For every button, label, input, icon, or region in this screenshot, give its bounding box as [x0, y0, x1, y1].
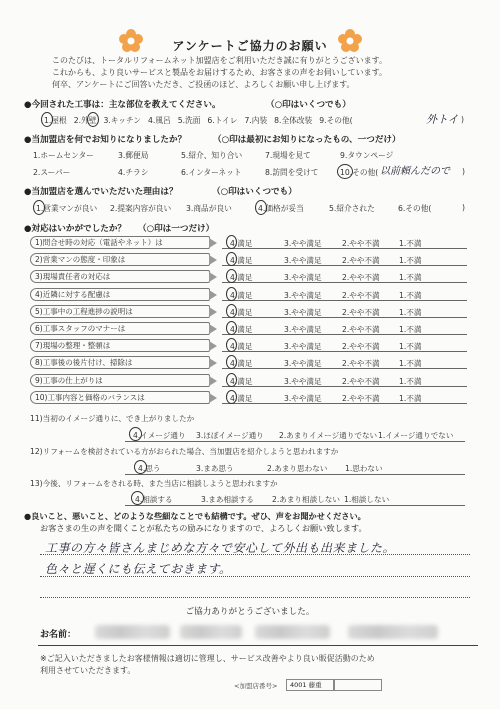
- scale-line: [222, 282, 467, 283]
- redacted-name: [95, 625, 170, 639]
- rating-option[interactable]: 2.やや不満: [342, 376, 380, 386]
- name-label: お名前：: [40, 630, 77, 640]
- q12-option[interactable]: 4.思う: [138, 464, 161, 473]
- rating-option[interactable]: 1.不満: [399, 290, 422, 300]
- page-title: アンケートご協力のお願い: [172, 39, 328, 53]
- selection-circle: [255, 200, 267, 215]
- q13-title: 13)今後、リフォームをされる時、また当店に相談しようと思われますか: [30, 479, 278, 488]
- rating-option[interactable]: 1.不満: [399, 256, 422, 266]
- q1-option[interactable]: 2.外壁: [73, 116, 97, 125]
- q3-option[interactable]: 5.紹介された: [329, 204, 375, 213]
- q3-option[interactable]: 2.提案内容が良い: [110, 204, 172, 213]
- q2-option[interactable]: 5.紹介、知り合い: [181, 151, 243, 160]
- member-label: <加盟店番号>: [234, 682, 278, 690]
- selection-circle: [226, 235, 237, 249]
- q1-option[interactable]: 7.内装: [244, 116, 268, 125]
- q1-option[interactable]: 6.トイレ: [207, 116, 238, 125]
- q11-title: 11)当初のイメージ通りに、でき上がりましたか: [30, 414, 195, 423]
- rating-row-label: 6)工事スタッフのマナーは: [30, 322, 210, 335]
- rating-option[interactable]: 3.やや満足: [284, 376, 322, 386]
- rating-option[interactable]: 1.不満: [399, 393, 422, 403]
- rating-option[interactable]: 3.やや満足: [284, 239, 322, 248]
- redacted-name: [348, 625, 438, 639]
- rating-option[interactable]: 2.やや不満: [342, 290, 380, 300]
- rating-row-label: 3)現場責任者の対応は: [30, 270, 210, 283]
- q11-option[interactable]: 3.ほぼイメージ通り: [196, 431, 264, 440]
- rating-option[interactable]: 3.やや満足: [284, 325, 322, 334]
- rating-row-label: 7)現場の整理・整頓は: [30, 339, 210, 352]
- rating-option[interactable]: 2.やや不満: [342, 325, 380, 334]
- q1-other-handwritten: 外トイ: [426, 113, 459, 126]
- member-number-box: [334, 679, 382, 691]
- q2-title: ●当加盟店を何でお知りになりましたか？: [24, 135, 187, 145]
- selection-circle: [129, 427, 142, 441]
- selection-circle: [131, 491, 144, 505]
- q11-option[interactable]: 4.イメージ通り: [133, 431, 186, 440]
- scale-line: [222, 317, 467, 318]
- q4-note: （○印は一つだけ）: [138, 224, 215, 234]
- q13-option[interactable]: 2.あまり相談しない: [272, 495, 340, 504]
- q12-title: 12)リフォームを検討されている方がおられた場合、当加盟店を紹介しようと思われますか: [30, 447, 339, 456]
- scale-line: [222, 248, 467, 249]
- q13-option[interactable]: 4.相談する: [135, 495, 173, 504]
- footer-note: 利用させていただきます。: [40, 666, 136, 675]
- rating-option[interactable]: 4.満足: [230, 325, 253, 334]
- q4-title: ●対応はいかがでしたか？: [24, 224, 127, 234]
- rating-row-label: 9)工事の仕上がりは: [30, 374, 210, 387]
- rating-option[interactable]: 3.やや満足: [284, 359, 322, 369]
- q11-option[interactable]: 2.あまりイメージ通りでない: [279, 431, 378, 440]
- scale-line: [222, 351, 467, 352]
- selection-circle: [337, 164, 353, 179]
- member-number: 4001 藤重: [286, 679, 334, 691]
- q1-options: [44, 115, 474, 126]
- q2-option[interactable]: 6.インターネット: [181, 168, 242, 177]
- q1-option[interactable]: 8.全体改装: [274, 116, 313, 125]
- rating-row-label: 2)営業マンの態度・印象は: [30, 253, 210, 266]
- rating-option[interactable]: 4.満足: [230, 239, 253, 248]
- footer-note: ※ご記入いただきましたお客様情報は適切に管理し、サービス改善やより良い販促活動のため: [40, 654, 375, 663]
- selection-circle: [226, 287, 237, 301]
- scale-line: [222, 300, 467, 301]
- rating-option[interactable]: 4.満足: [230, 290, 253, 300]
- scale-line: [222, 386, 467, 387]
- rating-option[interactable]: 2.やや不満: [342, 256, 380, 266]
- writing-line: [40, 554, 470, 555]
- q1-option[interactable]: 4.風呂: [147, 116, 171, 125]
- q2-option[interactable]: 4.チラシ: [118, 168, 149, 177]
- rating-option[interactable]: 2.やや不満: [342, 273, 380, 283]
- q12-option[interactable]: 1.思わない: [345, 464, 383, 473]
- rating-option[interactable]: 1.不満: [399, 359, 422, 369]
- comment-handwritten: 色々と遅くにも伝えておきます。: [45, 562, 232, 576]
- rating-option[interactable]: 4.満足: [230, 256, 253, 266]
- redacted-name: [255, 625, 330, 639]
- q13-option[interactable]: 1.相談しない: [344, 495, 390, 504]
- scale-line: [125, 474, 465, 475]
- intro-line: このたびは、トータルリフォームネット加盟店をご利用いただき誠に有りがとうございます。: [52, 56, 387, 65]
- rating-option[interactable]: 4.満足: [230, 376, 253, 386]
- selection-circle: [134, 460, 147, 474]
- redacted-name: [180, 625, 242, 639]
- q12-option[interactable]: 2.あまり思わない: [267, 464, 328, 473]
- rating-option[interactable]: 1.不満: [399, 273, 422, 283]
- rating-option[interactable]: 2.やや不満: [342, 359, 380, 369]
- rating-option[interactable]: 3.やや満足: [284, 290, 322, 300]
- name-underline: [38, 645, 478, 646]
- scale-line: [222, 403, 467, 404]
- rating-option[interactable]: 3.やや満足: [284, 393, 322, 403]
- q11-option[interactable]: 1.イメージ通りでない: [378, 431, 454, 440]
- rating-row-label: 8)工事後の後片付け、掃除は: [30, 356, 210, 369]
- writing-line: [40, 576, 470, 577]
- q2-note: （○印は最初にお知りになったもの、一つだけ）: [213, 135, 401, 145]
- rating-row-label: 1)問合せ時の対応（電話やネット）は: [30, 236, 210, 249]
- scale-line: [222, 265, 467, 266]
- rating-option[interactable]: 1.不満: [399, 342, 422, 352]
- selection-circle: [226, 321, 237, 335]
- q2-option[interactable]: 2.スーパー: [33, 168, 71, 177]
- rating-row-label: 4)近隣に対する配慮は: [30, 288, 210, 301]
- q2-option[interactable]: 3.郵便局: [118, 151, 149, 160]
- rating-option[interactable]: 4.満足: [230, 342, 253, 352]
- rating-option[interactable]: 1.不満: [399, 239, 422, 248]
- survey-sheet: アンケートご協力のお願い このたびは、トータルリフォームネット加盟店をご利用いただき誠に有りがとうございます。 これからも、より良いサービスと製品をお届けするため、お客さまの声をお伺いしています。 何卒、アンケートにご回答いただき、ご投函のほど、よろしくお願い申し上げます。 ●今回された工事は：主な部位を教えてください。 （○印はいくつでも） 1.屋根 2.外壁 3.キッチン 4.風呂 5.洗面 6.トイレ 7.内装 8.全体改装 9.その他( 外トイ ) ●当加盟店を何でお知りになりましたか？ （○印は最初にお知りになったもの、一つだけ） 1.ホームセンター 3.郵便局 5.紹介、知り合い 7.現場を見て 9.タウンページ 2.スーパー 4.チラシ 6.インターネット 8.訪問を受けて 10.その他( 以前頼んだので ) ●当加盟店を選んでいただいた理由は？ （○印はいくつでも） 1.営業マンが良い 2.提案内容が良い 3.商品が良い 4.価格が妥当 5.紹介された 6.その他( ) ●対応はいかがでしたか？ （○印は一つだけ） 1)問合せ時の対応（電話やネット）は 4.満足 3.やや満足 2.やや不満 1.不満 2)営業マンの態度・印象は 4.満足 3.やや満足 2.やや不満 1.不満 3)現場責任者の対応は 4.満足 3.やや満足 2.やや不満 1.不満 4)近隣に対する配慮は 4.満足 3.やや満足 2.やや不満 1.不満 5)工事中の工程進捗の説明は 4.満足 3.やや満足 2.やや不満 1.不満 6)工事スタッフのマナーは 4.満足 3.やや満足 2.やや不満 1.不満 7)現場の整理・整頓は 4.満足 3.やや満足 2.やや不満 1.不満 8)工事後の後片付け、掃除は 4.満足 3.やや満足 2.やや不満 1.不満 9)工事の仕上がりは 4.満足 3.やや満足 2.やや不満 1.不満 10)工事内容と価格のバランスは 4.満足 3.やや満足 2.やや不満 1.不満 11)当初のイメージ通りに、でき上がりましたか 4.イメージ通り 3.ほぼイメージ通り 2.あまりイメージ通りでない 1.イメージ通りでない 12)リフォームを検討されている方がおられた場合、当加盟店を紹介しようと思われますか 4.思う 3.まあ思う 2.あまり思わない 1.思わない 13)今後、リフォームをされる時、また当店に相談しようと思われますか 4.相談する 3.まあ相談する 2.あまり相談しない 1.相談しない ●良いこと、悪いこと、どのような些細なことでも結構です。ぜひ、声をお聞かせください。 お客さまの生の声を聞くことが私たちの励みになりますので、よろしくお願い致します。 工事の方々皆さんまじめな方々で安心して外出も出来ました。 色々と遅くにも伝えておきます。 ご協力ありがとうございました。 お名前： ※ご記入いただきましたお客様情報は適切に管理し、サービス改善やより良い販促活動のため 利用させていただきます。 <加盟店番号> 4001 藤重: [0, 0, 500, 709]
- comments-subtitle: お客さまの生の声を聞くことが私たちの励みになりますので、よろしくお願い致します。: [40, 523, 367, 533]
- q3-option[interactable]: 6.その他(: [398, 204, 432, 213]
- rating-option[interactable]: 1.不満: [399, 307, 422, 317]
- q12-option[interactable]: 3.まあ思う: [196, 464, 234, 473]
- rating-option[interactable]: 3.やや満足: [284, 342, 322, 352]
- rating-option[interactable]: 4.満足: [230, 273, 253, 283]
- rating-option[interactable]: 3.やや満足: [284, 273, 322, 283]
- rating-option[interactable]: 2.やや不満: [342, 393, 380, 403]
- rating-option[interactable]: 1.不満: [399, 376, 422, 386]
- comment-handwritten: 工事の方々皆さんまじめな方々で安心して外出も出来ました。: [45, 541, 396, 555]
- rating-option[interactable]: 3.やや満足: [284, 307, 322, 317]
- rating-option[interactable]: 2.やや不満: [342, 239, 380, 248]
- intro-line: これからも、より良いサービスと製品をお届けするため、お客さまの声をお伺いしています。: [52, 68, 388, 77]
- rating-option[interactable]: 2.やや不満: [342, 342, 380, 352]
- selection-circle: [33, 200, 45, 215]
- comments-title: ●良いこと、悪いこと、どのような些細なことでも結構です。ぜひ、声をお聞かせください。: [24, 511, 366, 521]
- rating-option[interactable]: 3.やや満足: [284, 256, 322, 266]
- selection-circle: [87, 112, 99, 127]
- q2-option[interactable]: 10.その他(: [340, 168, 379, 177]
- selection-circle: [41, 112, 53, 127]
- q1-option[interactable]: 1.屋根: [44, 116, 67, 125]
- writing-line: [40, 597, 470, 598]
- selection-circle: [226, 390, 237, 404]
- rating-row-label: 5)工事中の工程進捗の説明は: [30, 305, 210, 318]
- rating-option[interactable]: 4.満足: [230, 393, 253, 403]
- q1-note: （○印はいくつでも）: [266, 100, 351, 110]
- q3-option[interactable]: 4.価格が妥当: [258, 204, 304, 213]
- rating-option[interactable]: 2.やや不満: [342, 307, 380, 317]
- thanks-text: ご協力ありがとうございました。: [185, 607, 315, 617]
- selection-circle: [226, 304, 237, 318]
- scale-line: [125, 505, 465, 506]
- rating-option[interactable]: 4.満足: [230, 359, 253, 369]
- q1-option[interactable]: 5.洗面: [177, 116, 201, 125]
- q2-option[interactable]: 9.タウンページ: [340, 151, 394, 160]
- q13-option[interactable]: 3.まあ相談する: [201, 495, 254, 504]
- rating-row-label: 10)工事内容と価格のバランスは: [30, 391, 210, 404]
- intro-line: 何卒、アンケートにご回答いただき、ご投函のほど、よろしくお願い申し上げます。: [52, 80, 355, 89]
- q3-option[interactable]: 3.商品が良い: [186, 204, 232, 213]
- rating-option[interactable]: 1.不満: [399, 325, 422, 334]
- scale-line: [222, 368, 467, 369]
- q2-other-handwritten: 以前頼んだので: [380, 166, 450, 177]
- q2-option[interactable]: 8.訪問を受けて: [265, 168, 319, 177]
- q1-option[interactable]: 3.キッチン: [103, 116, 141, 125]
- scale-line: [125, 441, 465, 442]
- q2-option[interactable]: 1.ホームセンター: [33, 151, 94, 160]
- q1-title: ●今回された工事は：主な部位を教えてください。: [24, 100, 221, 110]
- q3-title: ●当加盟店を選んでいただいた理由は？: [24, 187, 178, 197]
- selection-circle: [226, 373, 237, 387]
- q1-option[interactable]: 9.その他(: [319, 116, 353, 125]
- q3-note: （○印はいくつでも）: [212, 187, 297, 197]
- q3-option[interactable]: 1.営業マンが良い: [36, 204, 98, 213]
- rating-option[interactable]: 4.満足: [230, 307, 253, 317]
- scale-line: [222, 334, 467, 335]
- q2-option[interactable]: 7.現場を見て: [265, 151, 311, 160]
